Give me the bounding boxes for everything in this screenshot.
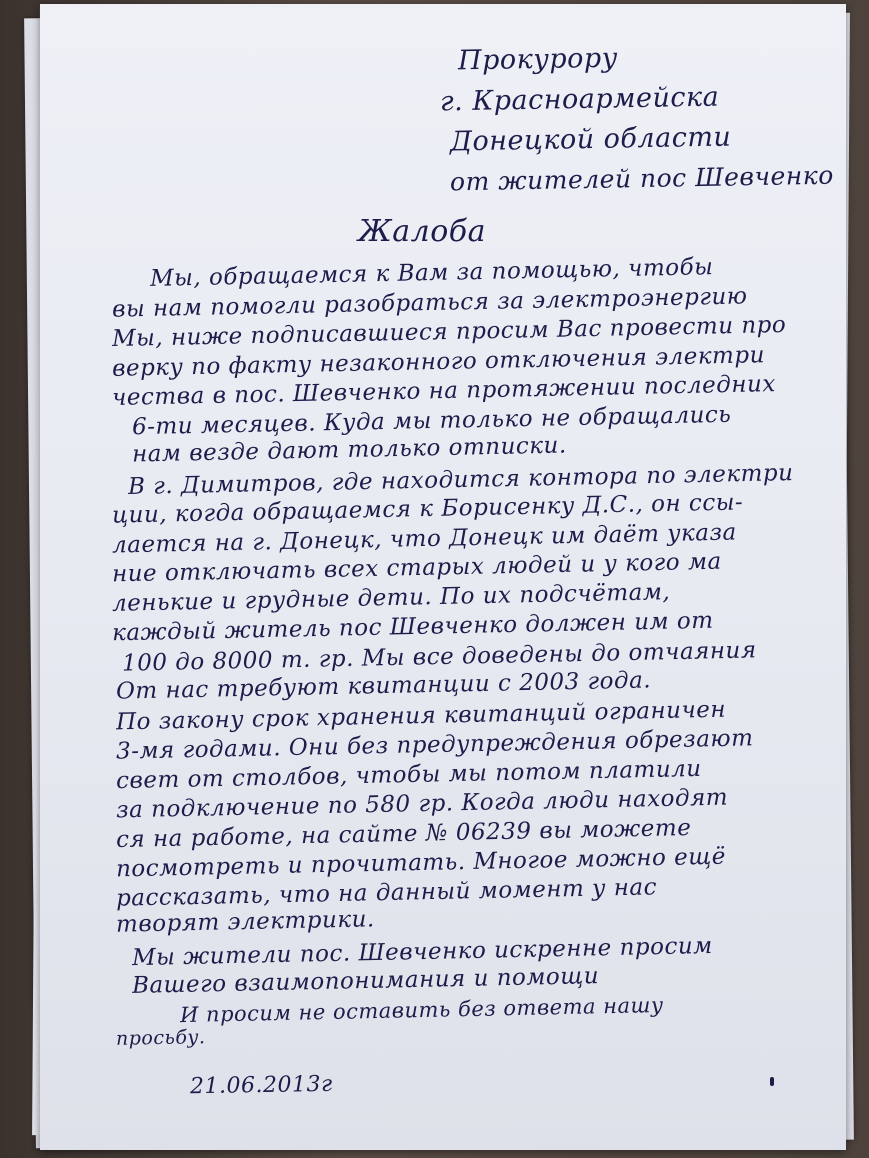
body-line-17: 3-мя годами. Они без предупреждения обрезают — [115, 725, 754, 765]
body-line-14: 100 до 8000 т. гр. Мы все доведены до отчаяния — [121, 636, 757, 677]
body-line-21: посмотреть и прочитать. Многое можно ещё — [115, 843, 727, 883]
document-title: Жалоба — [358, 214, 486, 249]
body-line-10: лается на г. Донецк, что Донецк им даёт указа — [111, 518, 737, 559]
body-line-13: каждый житель пос Шевченко должен им от — [111, 607, 714, 647]
ink-mark — [770, 1077, 774, 1086]
body-line-27: просьбу. — [115, 1026, 206, 1050]
letter-page — [40, 4, 846, 1150]
addressee-line-3: Донецкой области — [449, 121, 732, 158]
letter-date: 21.06.2013г — [189, 1071, 333, 1099]
body-line-5: чества в пос. Шевченко на протяжении последних — [111, 371, 777, 411]
body-line-15: От нас требуют квитанции с 2003 года. — [115, 667, 652, 705]
body-line-8: В г. Димитров, где находится контора по электри — [127, 459, 794, 500]
body-line-1: Мы, обращаемся к Вам за помощью, чтобы — [149, 254, 714, 292]
addressee-line-1: Прокурору — [457, 42, 619, 77]
addressee-line-4: от жителей пос Шевченко — [449, 160, 834, 197]
body-line-18: свет от столбов, чтобы мы потом платили — [115, 755, 702, 794]
body-line-9: ции, когда обращаемся к Борисенку Д.С., он ссы- — [111, 489, 744, 529]
body-line-12: ленькие и грудные дети. По их подсчётам, — [111, 578, 671, 617]
body-line-24: Мы жители пос. Шевченко искренне просим — [131, 932, 713, 971]
body-line-2: вы нам помогли разобраться за электроэнергию — [111, 282, 748, 323]
body-line-26: И просим не оставить без ответа нашу — [179, 992, 664, 1027]
body-line-16: По закону срок хранения квитанций ограничен — [115, 696, 727, 735]
body-line-7: нам везде дают только отписки. — [131, 432, 567, 468]
body-line-6: 6-ти месяцев. Куда мы только не обращались — [131, 401, 732, 440]
body-line-11: ние отключать всех старых людей и у кого ма — [111, 548, 722, 588]
body-line-19: за подключение по 580 гр. Когда люди находят — [115, 784, 729, 824]
body-line-25: Вашего взаимопонимания и помощи — [131, 963, 600, 999]
addressee-line-2: г. Красноармейска — [439, 81, 720, 118]
body-line-22: рассказать, что на данный момент у нас — [115, 873, 658, 912]
body-line-23: творят электрики. — [115, 906, 375, 938]
body-line-3: Мы, ниже подписавшиеся просим Вас провести про — [111, 311, 787, 353]
body-line-20: ся на работе, на сайте № 06239 вы можете — [115, 814, 692, 853]
body-line-4: верку по факту незаконного отключения электри — [111, 341, 766, 382]
